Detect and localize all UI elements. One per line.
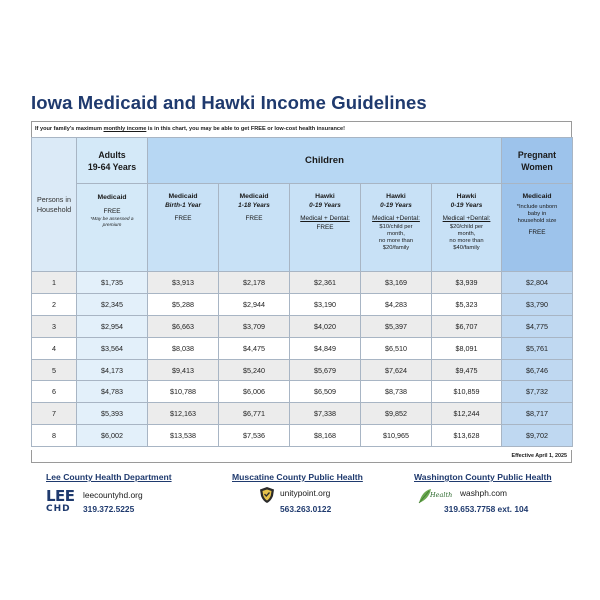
muscatine-website[interactable]: unitypoint.org [280, 488, 331, 498]
medicaid-1-18-header: Medicaid 1-18 Years FREE [219, 184, 290, 272]
medicaid-birth-1-limit-cell: $8,038 [148, 337, 219, 359]
footer-lee-county [46, 472, 206, 522]
income-guidelines-table [31, 137, 573, 447]
children-header: Children [148, 138, 502, 184]
lee-county-name[interactable]: Lee County Health Department [46, 472, 172, 482]
medicaid-1-18-limit-cell: $2,944 [219, 293, 290, 315]
household-size-cell: 5 [32, 359, 77, 381]
household-size-cell: 8 [32, 425, 77, 447]
household-size-cell: 3 [32, 315, 77, 337]
household-size-cell: 4 [32, 337, 77, 359]
medicaid-1-18-limit-cell: $5,240 [219, 359, 290, 381]
hawki-free-header: Hawki 0-19 Years Medical + Dental: FREE [290, 184, 361, 272]
adults-limit-cell: $1,735 [77, 272, 148, 294]
hawki-free-limit-cell: $5,679 [290, 359, 361, 381]
page-title: Iowa Medicaid and Hawki Income Guidelines [31, 92, 427, 113]
pregnant-limit-cell: $4,775 [502, 315, 573, 337]
adults-limit-cell: $5,393 [77, 403, 148, 425]
hawki-free-limit-cell: $4,849 [290, 337, 361, 359]
footer-washington-county [414, 472, 572, 522]
table-row [32, 272, 573, 294]
hawki-10-limit-cell: $4,283 [361, 293, 432, 315]
washington-county-name[interactable]: Washington County Public Health [414, 472, 552, 482]
pregnant-limit-cell: $9,702 [502, 425, 573, 447]
lee-county-website[interactable]: leecountyhd.org [83, 490, 143, 500]
muscatine-county-name[interactable]: Muscatine County Public Health [232, 472, 363, 482]
medicaid-birth-1-limit-cell: $6,663 [148, 315, 219, 337]
table-row [32, 403, 573, 425]
hawki-free-limit-cell: $3,190 [290, 293, 361, 315]
income-note [31, 121, 572, 137]
hawki-10-limit-cell: $8,738 [361, 381, 432, 403]
table-row [32, 315, 573, 337]
household-size-cell: 6 [32, 381, 77, 403]
table-row [32, 359, 573, 381]
medicaid-birth-1-header: Medicaid Birth-1 Year FREE [148, 184, 219, 272]
hawki-free-limit-cell: $6,509 [290, 381, 361, 403]
medicaid-1-18-limit-cell: $3,709 [219, 315, 290, 337]
hawki-free-limit-cell: $7,338 [290, 403, 361, 425]
medicaid-1-18-limit-cell: $6,006 [219, 381, 290, 403]
shield-logo-icon [259, 486, 275, 504]
adults-limit-cell: $6,002 [77, 425, 148, 447]
adults-limit-cell: $4,783 [77, 381, 148, 403]
hawki-10-limit-cell: $7,624 [361, 359, 432, 381]
hawki-10-limit-cell: $6,510 [361, 337, 432, 359]
hawki-20-limit-cell: $8,091 [432, 337, 502, 359]
hawki-20-limit-cell: $6,707 [432, 315, 502, 337]
hawki-free-limit-cell: $2,361 [290, 272, 361, 294]
washington-health-logo: Health [416, 487, 460, 509]
household-size-cell: 7 [32, 403, 77, 425]
hawki-20-header: Hawki 0-19 Years Medical +Dental: $20/child per month, no more than $40/family [432, 184, 502, 272]
medicaid-birth-1-limit-cell: $3,913 [148, 272, 219, 294]
table-row [32, 293, 573, 315]
pregnant-limit-cell: $6,746 [502, 359, 573, 381]
hawki-free-limit-cell: $4,020 [290, 315, 361, 337]
hawki-20-limit-cell: $10,859 [432, 381, 502, 403]
pregnant-limit-cell: $8,717 [502, 403, 573, 425]
pregnant-limit-cell: $7,732 [502, 381, 573, 403]
pregnant-limit-cell: $2,804 [502, 272, 573, 294]
lee-county-phone[interactable]: 319.372.5225 [83, 504, 135, 514]
muscatine-phone[interactable]: 563.263.0122 [280, 504, 332, 514]
adults-limit-cell: $2,345 [77, 293, 148, 315]
pregnant-header: Pregnant Women [502, 138, 573, 184]
hawki-10-limit-cell: $3,169 [361, 272, 432, 294]
adults-limit-cell: $3,564 [77, 337, 148, 359]
note-text-end: is in this chart, you may be able to get FREE or low-cost health insurance! [146, 126, 345, 132]
medicaid-1-18-limit-cell: $4,475 [219, 337, 290, 359]
pregnant-limit-cell: $3,790 [502, 293, 573, 315]
adults-medicaid-header: Medicaid FREE *May be assessed a premium [77, 184, 148, 272]
hawki-free-limit-cell: $8,168 [290, 425, 361, 447]
adults-header: Adults 19-64 Years [77, 138, 148, 184]
hawki-10-header: Hawki 0-19 Years Medical +Dental: $10/child per month, no more than $20/family [361, 184, 432, 272]
medicaid-1-18-limit-cell: $2,178 [219, 272, 290, 294]
medicaid-birth-1-limit-cell: $12,163 [148, 403, 219, 425]
hawki-20-limit-cell: $9,475 [432, 359, 502, 381]
medicaid-1-18-limit-cell: $7,536 [219, 425, 290, 447]
hawki-20-limit-cell: $12,244 [432, 403, 502, 425]
hawki-20-limit-cell: $5,323 [432, 293, 502, 315]
pregnant-medicaid-header: Medicaid *Include unborn baby in household size FREE [502, 184, 573, 272]
note-text-start: If your family's maximum [35, 126, 104, 132]
medicaid-birth-1-limit-cell: $9,413 [148, 359, 219, 381]
medicaid-1-18-limit-cell: $6,771 [219, 403, 290, 425]
medicaid-birth-1-limit-cell: $13,538 [148, 425, 219, 447]
table-row [32, 425, 573, 447]
washington-phone[interactable]: 319.653.7758 ext. 104 [444, 504, 529, 514]
hawki-20-limit-cell: $3,939 [432, 272, 502, 294]
note-emphasis: monthly income [103, 126, 147, 132]
hawki-10-limit-cell: $10,965 [361, 425, 432, 447]
medicaid-birth-1-limit-cell: $5,288 [148, 293, 219, 315]
pregnant-limit-cell: $5,761 [502, 337, 573, 359]
household-size-cell: 1 [32, 272, 77, 294]
adults-limit-cell: $4,173 [77, 359, 148, 381]
table-row [32, 337, 573, 359]
hawki-20-limit-cell: $13,628 [432, 425, 502, 447]
household-header: Persons in Household [32, 138, 77, 272]
medicaid-birth-1-limit-cell: $10,788 [148, 381, 219, 403]
washington-website[interactable]: washph.com [460, 488, 508, 498]
footer-muscatine-county [232, 472, 392, 522]
effective-date: Effective April 1, 2025 [31, 450, 572, 463]
hawki-10-limit-cell: $5,397 [361, 315, 432, 337]
table-row [32, 381, 573, 403]
household-size-cell: 2 [32, 293, 77, 315]
lee-chd-logo: LEE CHD [46, 487, 75, 514]
adults-limit-cell: $2,954 [77, 315, 148, 337]
hawki-10-limit-cell: $9,852 [361, 403, 432, 425]
